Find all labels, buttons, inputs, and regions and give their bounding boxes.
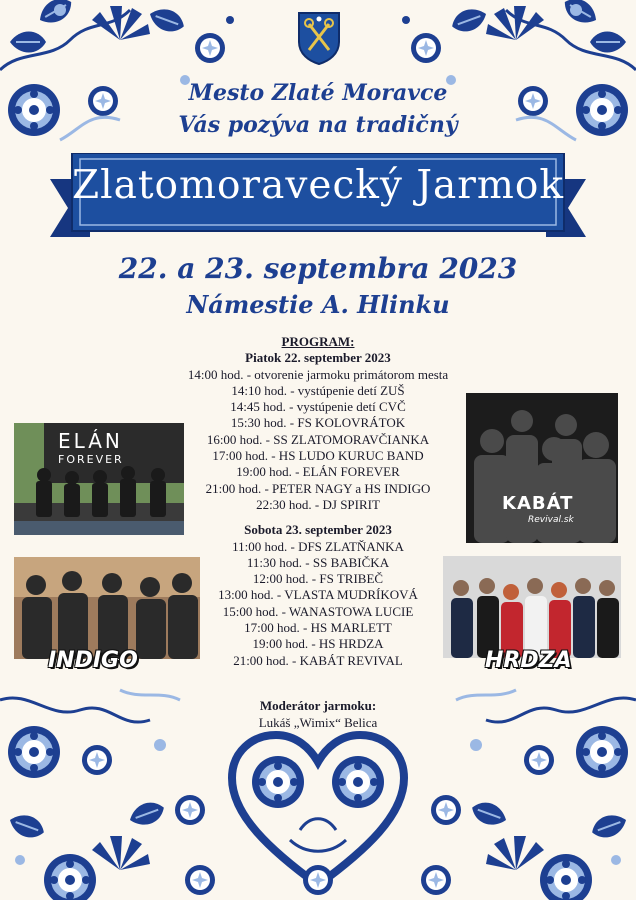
schedule-item: 14:10 hod. - vystúpenie detí ZUŠ (231, 382, 405, 398)
intro-line-2: Vás pozýva na tradičný (178, 112, 458, 138)
kabat-revival-photo (466, 393, 618, 543)
program-heading: PROGRAM: (281, 334, 355, 349)
moderator-info (200, 697, 436, 731)
event-title: Zlatomoravecký Jarmok (72, 163, 564, 208)
indigo-caption: INDIGO (48, 648, 138, 673)
schedule-item: 16:00 hod. - SS ZLATOMORAVČIANKA (206, 431, 430, 447)
city-crest-icon (296, 10, 342, 66)
schedule-item: 19:00 hod. - ELÁN FOREVER (236, 464, 400, 480)
schedule-item: 11:00 hod. - DFS ZLATŇANKA (232, 538, 404, 554)
schedule-item: 15:30 hod. - FS KOLOVRÁTOK (230, 415, 406, 431)
schedule-item: 17:00 hod. - HS MARLETT (244, 620, 392, 636)
kabat-logo-sub: Revival.sk (528, 515, 574, 525)
schedule-item: 14:45 hod. - vystúpenie detí CVČ (230, 399, 406, 415)
schedule-item: 11:30 hod. - SS BABIČKA (246, 554, 390, 570)
hrdza-photo (443, 556, 621, 658)
day-title: Sobota 23. september 2023 (244, 522, 392, 538)
schedule-item: 21:00 hod. - PETER NAGY a HS INDIGO (205, 480, 431, 496)
schedule-item: 15:00 hod. - WANASTOWA LUCIE (222, 603, 414, 619)
elan-sign-line2: FOREVER (58, 453, 124, 466)
elan-forever-photo (14, 423, 184, 535)
program-schedule (150, 334, 486, 669)
schedule-item: 19:00 hod. - HS HRDZA (252, 636, 384, 652)
schedule-item: 21:00 hod. - KABÁT REVIVAL (233, 652, 403, 668)
moderator-name: Lukáš „Wimix“ Belica (258, 715, 378, 730)
schedule-item: 13:00 hod. - VLASTA MUDRÍKOVÁ (218, 587, 418, 603)
intro-line-1: Mesto Zlaté Moravce (188, 80, 448, 106)
elan-sign-line1: ELÁN (58, 429, 123, 453)
indigo-photo (14, 557, 200, 659)
schedule-item: 22:30 hod. - DJ SPIRIT (256, 496, 380, 512)
hrdza-caption: HRDZA (485, 648, 572, 673)
kabat-logo: KABÁT (502, 493, 574, 514)
schedule-item: 14:00 hod. - otvorenie jarmoku primátorom mesta (187, 366, 449, 382)
event-date: 22. a 23. septembra 2023 (118, 252, 518, 285)
event-place: Námestie A. Hlinku (186, 290, 450, 319)
schedule-item: 17:00 hod. - HS LUDO KURUC BAND (212, 448, 424, 464)
heart-ornament-icon (232, 735, 404, 895)
schedule-item: 12:00 hod. - FS TRIBEČ (252, 571, 384, 587)
day-title: Piatok 22. september 2023 (245, 350, 391, 366)
moderator-label: Moderátor jarmoku: (259, 698, 377, 713)
